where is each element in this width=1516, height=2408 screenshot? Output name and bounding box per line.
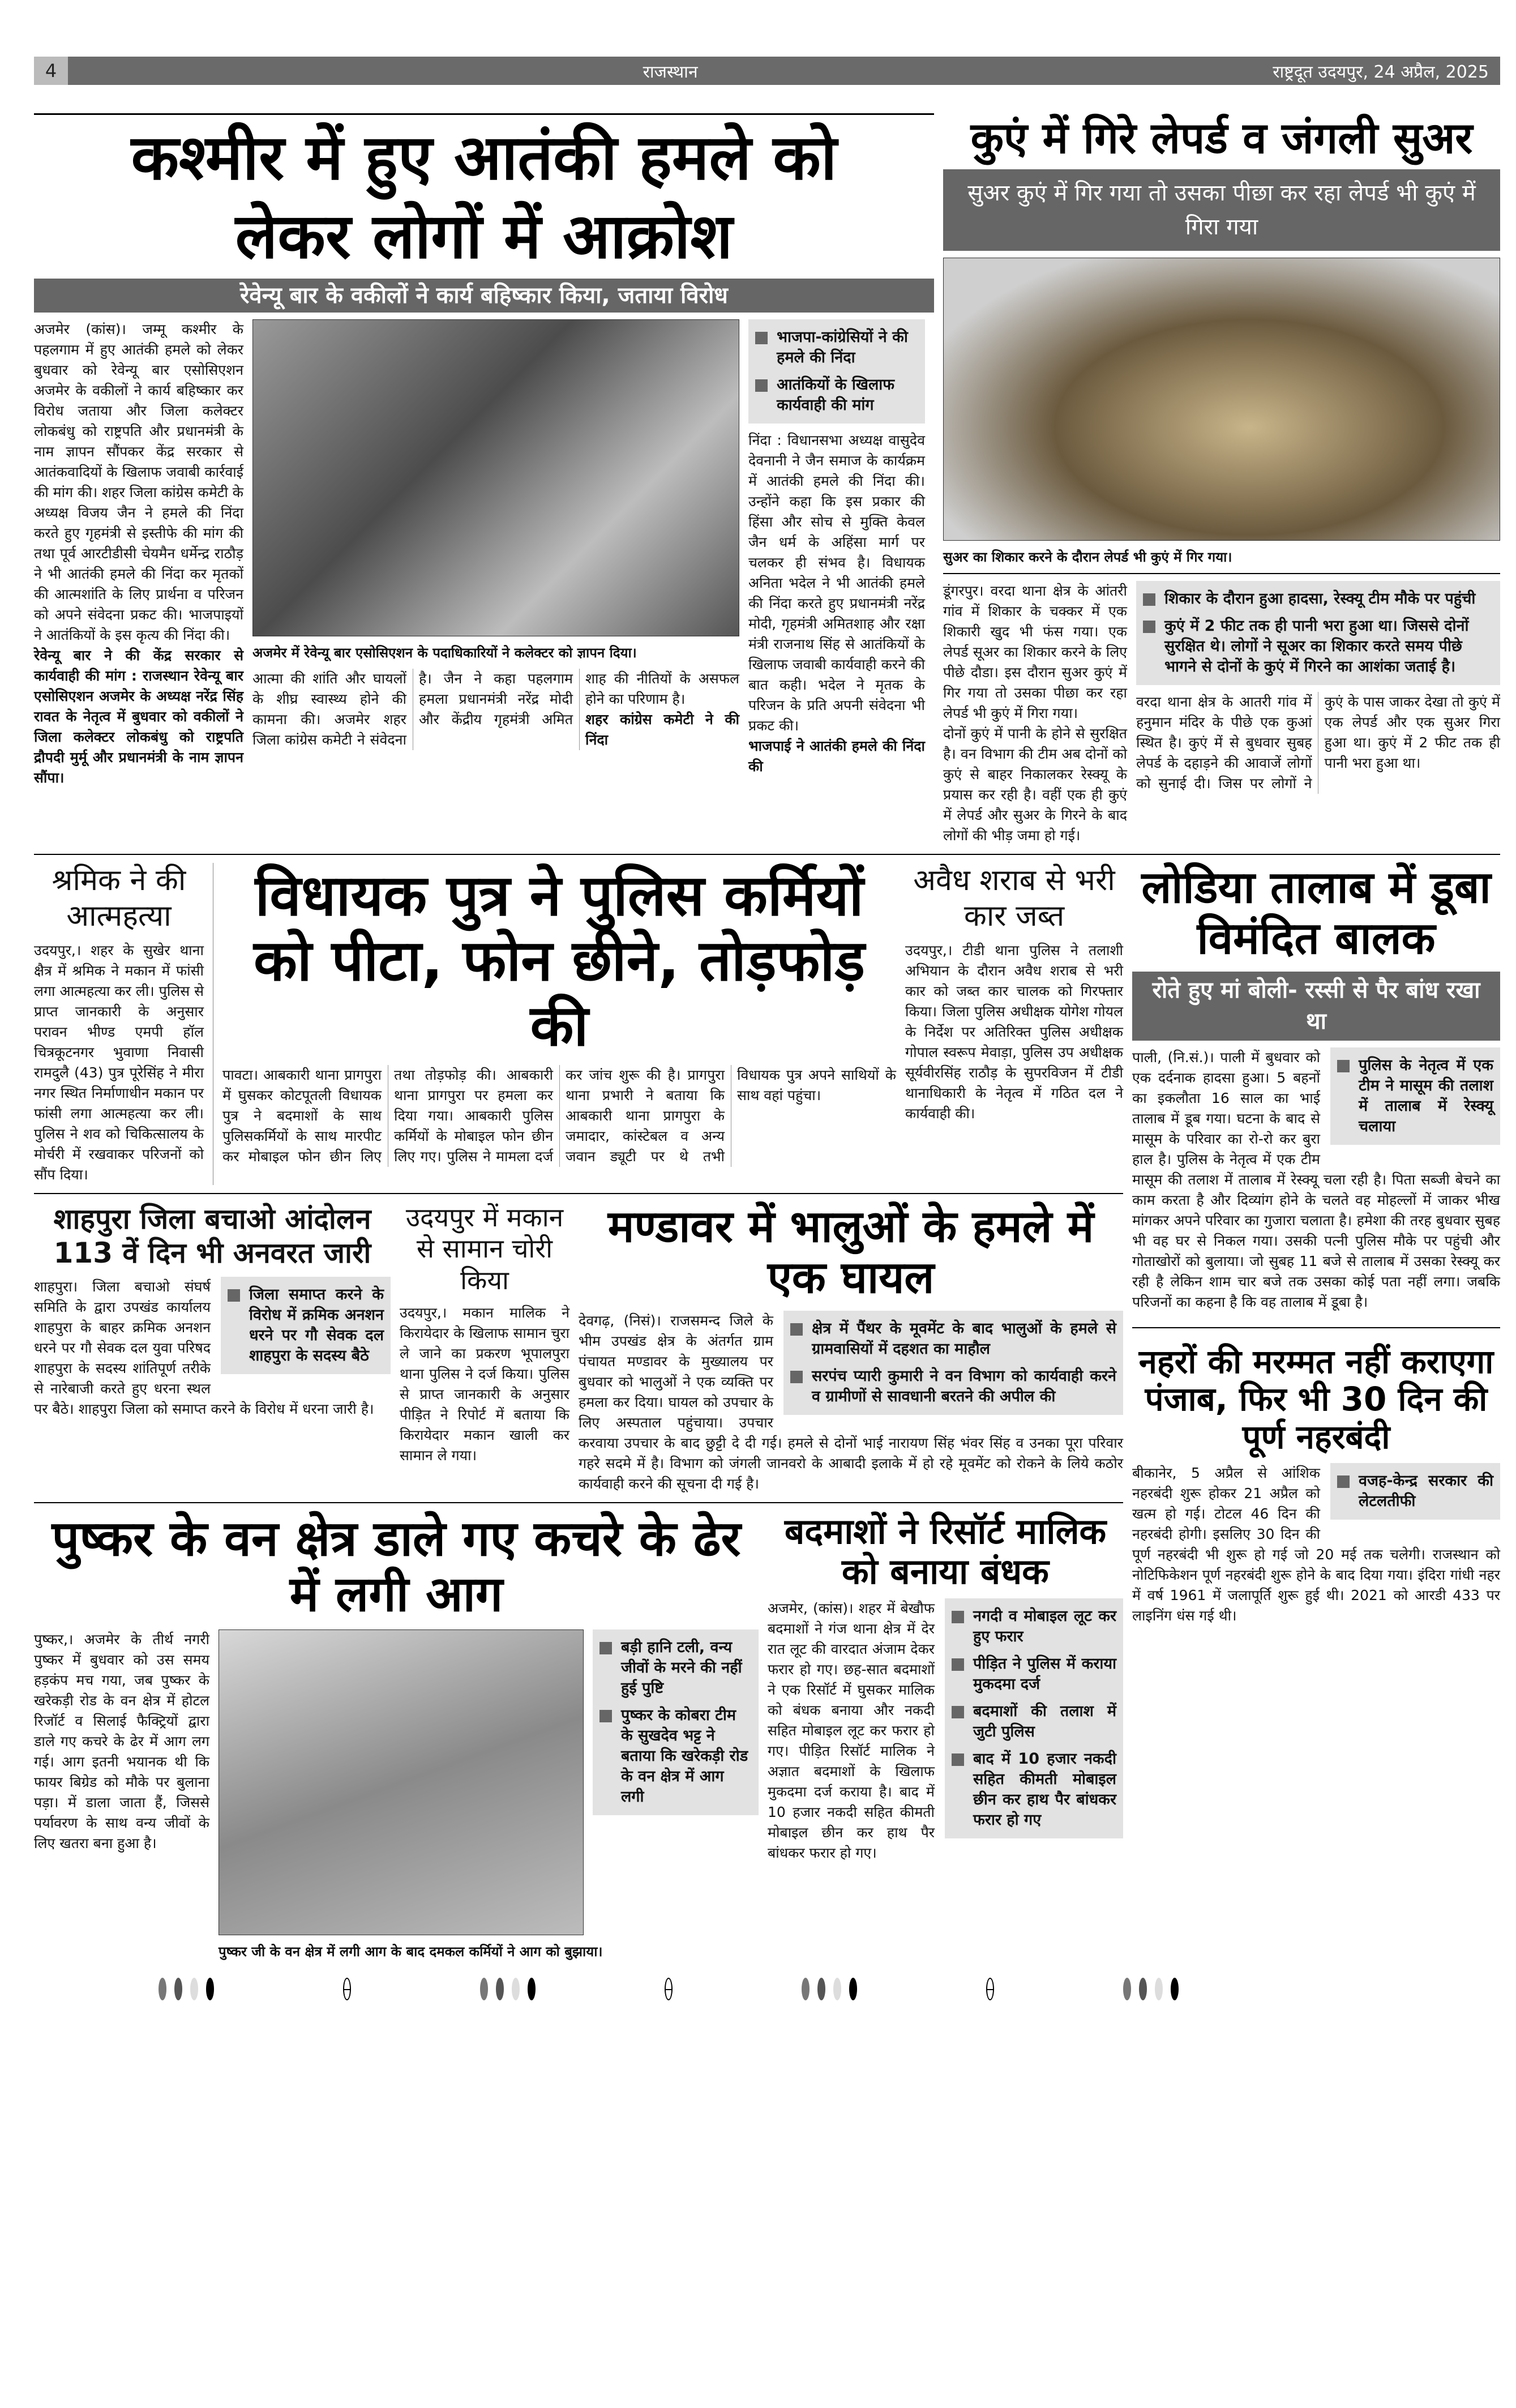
- liquor-article: [905, 863, 1123, 1124]
- bears-highlights: क्षेत्र में पैंथर के मूवमेंट के बाद भालुओं के हमले से ग्रामवासियों में दहशत का माहौल सरपंच प्यारी कुमारी ने वन विभाग को कार्यवाही करने व ग्रामीणों से सावधानी बरतने की अपील की: [783, 1311, 1123, 1415]
- shahpura-body: शाहपुरा। जिला बचाओ संघर्ष समिति के द्वारा उपखंड कार्यालय शाहपुरा के बाहर क्रमिक अनशन धरने पर गौ सेवक दल युवा परिषद शाहपुरा के सदस्य शांतिपूर्ण तरीके से नारेबाजी करते हुए धरना स्थल पर बैठे। शाहपुरा जिला को समाप्त करने के विरोध में धरना जारी है।: [34, 1278, 374, 1418]
- kashmir-body-bottom: आत्मा की शांति और घायलों के शीघ्र स्वास्थ्य होने की कामना की। अजमेर शहर जिला कांग्रेस कमेटी ने संवेदना है। जैन ने कहा पहलगाम हमला प्रधानमंत्री नरेंद्र मोदी और केंद्रीय गृहमंत्री अमित शाह की नीतियों के असफल होने का परिणाम है। शहर कांग्रेस कमेटी ने की निंदा: [252, 670, 739, 748]
- kashmir-body-col1: अजमेर (कांस)। जम्मू कश्मीर के पहलगाम में हुए आतंकी हमले को लेकर बुधवार को रेवेन्यू बार एसोसिएशन अजमेर के वकीलों ने कार्य बहिष्कार कर विरोध जताया और जिला कलेक्टर लोकबंधु को राष्ट्रपति और प्रधानमंत्री के नाम ज्ञापन सौंपकर केंद्र सरकार से आतंकवादियों के खिलाफ जवाबी कार्रवाई की मांग की। शहर जिला कांग्रेस कमेटी के अध्यक्ष विजय जैन ने हमले की निंदा करते हुए गृहमंत्री से इस्तीफे की मांग की तथा पूर्व आरटीडीसी चेयमैन धर्मेन्द्र राठौड़ ने भी आतंकी हमले की निंदा कर मृतकों की आत्मशांति के लिए प्रार्थना व परिजन को अपने संवेदना प्रकट की। भाजपाइयों ने आतंकियों के इस कृत्य की निंदा की। रेवेन्यू बार ने की केंद्र सरकार से कार्यवाही की मांग : राजस्थान रेवेन्यू बार एसोसिएशन अजमेर के अध्यक्ष नरेंद्र सिंह रावत के नेतृत्व में बुधवार को वकीलों ने जिला कलेक्टर लोकबंधु को राष्ट्रपति द्रौपदी मुर्मू और प्रधानमंत्री के नाम ज्ञापन सौंपा।: [34, 321, 244, 786]
- leopard-body-bottom: वरदा थाना क्षेत्र के आतरी गांव में हनुमान मंदिर के पीछे एक कुआं स्थित है। कुएं में से बुधवार सुबह लेपर्ड के दहाड़ने की आवाजें लोगों को सुनाई दी। जिस पर लोगों ने कुएं के पास जाकर देखा तो कुएं में एक लेपर्ड और एक सुअर गिरा हुआ था। कुएं में 2 फीट तक ही पानी भरा हुआ था।: [1136, 694, 1500, 792]
- leopard-subhead: सुअर कुएं में गिर गया तो उसका पीछा कर रहा लेपर्ड भी कुएं में गिरा गया: [943, 169, 1500, 251]
- canals-highlights: वजह-केन्द्र सरकार की लेटलतीफी: [1330, 1463, 1500, 1520]
- canals-headline: नहरों की मरम्मत नहीं कराएगा पंजाब, फिर भी 30 दिन की पूर्ण नहरबंदी: [1138, 1342, 1494, 1457]
- leopard-body-col1: डूंगरपुर। वरदा थाना क्षेत्र के आंतरी गांव में शिकार के चक्कर में एक शिकारी खुद भी फंस गया। एक लेपर्ड सूअर का शिकार करने के लिए पीछे दौडा। इस दौरान सुअर कुएं में गिर गया तो उसका पीछा कर रहा लेपर्ड भी कुएं में गिरा गया। दोनों कुएं में पानी के होने से सुरक्षित है। वन विभाग की टीम अब दोनों को कुएं से बाहर निकालकर रेस्क्यू के प्रयास कर रही है। वहीं एक ही कुएं में लेपर्ड और सुअर के गिरने के बाद लोगों की भीड़ जमा हो गई।: [943, 583, 1127, 844]
- pushkar-headline: पुष्कर के वन क्षेत्र डाले गए कचरे के ढेर में लगी आग: [52, 1510, 741, 1623]
- shahpura-body-wrap: [34, 1277, 391, 1419]
- mla-son-body: पावटा। आबकारी थाना प्रागपुरा में घुसकर कोटपूतली विधायक पुत्र ने बदमाशों के साथ पुलिसकर्मियों के साथ मारपीट कर मोबाइल फोन छीन लिए तथा तोड़फोड़ की। आबकारी थाना प्रागपुरा पर हमला कर दिया गया। आबकारी पुलिस कर्मियों के मोबाइल फोन छीन लिए गए। पुलिस ने मामला दर्ज कर जांच शुरू की है। प्रागपुरा थाना प्रभारी ने बताया कि आबकारी थाना प्रागपुरा के जमादार, कांस्टेबल व अन्य जवान ड्यूटी पर थे तभी विधायक पुत्र अपने साथियों के साथ वहां पहुंचा।: [222, 1067, 896, 1165]
- protest-photo: [252, 319, 739, 636]
- labourer-headline: श्रमिक ने की आत्महत्या: [52, 863, 186, 933]
- bears-body-wrap: [579, 1311, 1123, 1494]
- kashmir-center: [252, 319, 739, 750]
- divider: [34, 1193, 1123, 1194]
- page-number: 4: [34, 57, 68, 85]
- kashmir-highlights: भाजपा-कांग्रेसियों ने की हमले की निंदा आतंकियों के खिलाफ कार्यवाही की मांग: [748, 319, 925, 424]
- section-name: राजस्थान: [643, 62, 698, 82]
- labourer-body: उदयपुर,। शहर के सुखेर थाना क्षैत्र में श्रमिक ने मकान में फांसी लगा आत्महत्या कर ली। पुलिस से प्राप्त जानकारी के अनुसार परावन भीण्ड एमपी हॉल चित्रकूटनगर भुवाणा निवासी रामदुलै (43) पुत्र पूरेसिंह ने मीरा नगर स्थित निर्माणाधीन मकान पर फांसी लगा आत्महत्या कर ली। पुलिस ने शव को चिकित्सालय के मोर्चरी में रखवाकर परिजनों को सौंप दिया।: [34, 942, 204, 1183]
- resort-article: [768, 1511, 1123, 1864]
- fire-photo: [219, 1629, 584, 1935]
- divider: [34, 854, 1500, 855]
- leopard-photo: [943, 258, 1500, 541]
- lodiya-body-wrap: [1132, 1047, 1500, 1312]
- lower-section: [34, 863, 1500, 1961]
- color-registration-marks: [159, 1978, 1500, 2000]
- divider: [1132, 1327, 1500, 1328]
- pushkar-article: [34, 1511, 759, 1961]
- mla-son-article: [222, 863, 896, 1167]
- resort-highlights: नगदी व मोबाइल लूट कर हुए फरार पीड़ित ने पुलिस में कराया मुकदमा दर्ज बदमाशों की तलाश में जुटी पुलिस बाद में 10 हजार नकदी सहित कीमती मोबाइल छीन कर हाथ पैर बांधकर फरार हो गए: [945, 1598, 1123, 1838]
- shahpura-highlights: जिला समाप्त करने के विरोध में क्रमिक अनशन धरने पर गौ सेवक दल शाहपुरा के सदस्य बैठे: [221, 1277, 391, 1374]
- shahpura-headline: शाहपुरा जिला बचाओ आंदोलन 113 वें दिन भी अनवरत जारी: [53, 1203, 371, 1270]
- lodiya-highlights: पुलिस के नेतृत्व में एक टीम ने मासूम की तलाश में तालाब में रेस्क्यू चलाया: [1330, 1047, 1500, 1145]
- lodiya-subhead: रोते हुए मां बोली- रस्सी से पैर बांध रखा था: [1132, 972, 1500, 1041]
- kashmir-right: [748, 319, 925, 777]
- canals-body: बीकानेर, 5 अप्रैल से आंशिक नहरबंदी शुरू होकर 21 अप्रैल को खत्म हो गई। टोटल 46 दिन की नहरबंदी होगी। इसलिए 30 दिन की पूर्ण नहरबंदी भी शुरू हो गई जो 20 मई तक चलेगी। राजस्थान को नोटिफिकेशन पूर्ण नहरबंदी शुरू होने के बाद दिया गया। इंदिरा गांधी नहर में वर्ष 1961 में जलापूर्ति शुरू हुई थी। 2021 को आरडी 433 पर लाइनिंग धंस गई थी।: [1132, 1464, 1500, 1624]
- pushkar-body: पुष्कर,। अजमेर के तीर्थ नगरी पुष्कर में बुधवार को उस समय हड़कंप मच गया, जब पुष्कर के खरेकड़ी रोड के वन क्षेत्र में होटल रिजॉर्ट व सिलाई फैक्ट्रियों द्वारा डाले गए कचरे के ढेर में आग लग गई। आग इतनी भयानक थी कि फायर बिग्रेड को मौके पर बुलाना पड़ा। में डाला जाता हैं, जिससे पर्यावरण के साथ वन्य जीवों के लिए खतरा बना हुआ है।: [34, 1631, 209, 1852]
- liquor-headline: अवैध शराब से भरी कार जब्त: [913, 863, 1115, 933]
- lodiya-body: पाली, (नि.सं.)। पाली में बुधवार को एक दर्दनाक हादसा हुआ। 5 बहनों का इकलौता 16 साल का भाई तालाब में डूब गया। घटना के बाद से मासूम के परिवार का रो-रो कर बुरा हाल है। पुलिस के नेतृत्व में एक टीम मासूम की तलाश में तालाब में रेस्क्यू चला रही है। पिता सब्जी बेचने का काम करता है और दिव्यांग होने के चलते वह मोहल्लों में जाकर भीख मांगकर अपने परिवार का गुजारा चलाता है। हमेशा की तरह बुधवार सुबह भी वह घर से निकल गया। उसकी पत्नी पुलिस मौके पर पहुंची और गोताखोरों को बुलाया। जो सुबह 11 बजे से तालाब में उसका रेस्क्यू कर रही है लेकिन शाम चार बजे तक उसका कोई पता नहीं लगा। जबकि परिजनों का कहना है कि वह तालाब में डूबा है।: [1132, 1049, 1500, 1310]
- page-header-bar: [34, 57, 1500, 85]
- kashmir-photo-caption: अजमेर में रेवेन्यू बार एसोसिएशन के पदाधिकारियों ने कलेक्टर को ज्ञापन दिया।: [252, 645, 637, 661]
- left-block: [34, 863, 1123, 1961]
- kashmir-headline-1: कश्मीर में हुए आतंकी हमले को: [131, 121, 837, 194]
- bears-body: देवगढ़, (निसं)। राजसमन्द जिले के भीम उपखंड क्षेत्र के अंतर्गत ग्राम पंचायत मण्डावर के मुख्यालय पर बुधवार को भालुओं ने एक व्यक्ति पर हमला कर दिया। घायल को उपचार के लिए अस्पताल पहुंचाया। उपचार करवाया उपचार के बाद छुट्टी दे दी गई। हमले से दोनों भाई नारायण सिंह भंवर सिंह व उनका पूरा परिवार गहरे सदमे में है। विभाग को जंगली जानवरो के आबादी इलाके में हो रहे मूवमेंट को रोकने के लिये कठोर कार्यवाही करने की सूचना दी गई है।: [579, 1312, 1123, 1492]
- liquor-body: उदयपुर,। टीडी थाना पुलिस ने तलाशी अभियान के दौरान अवैध शराब से भरी कार को जब्त कार चालक को गिरफ्तार किया। जिला पुलिस अधीक्षक योगेश गोयल के निर्देश पर अतिरिक्त पुलिस अधीक्षक गोपाल स्वरूप मेवाड़ा, पुलिस उप अधीक्षक सूर्यवीरसिंह राठौड़ के सुपरविजन में टीडी थानाधिकारी के नेतृत्व में गठित दल ने कार्यवाही की।: [905, 942, 1123, 1122]
- kashmir-article: [34, 113, 934, 788]
- right-block: [1132, 863, 1500, 1626]
- theft-body: उदयपुर,। मकान मालिक ने किरायेदार के खिलाफ सामान चुरा ले जाने का प्रकरण भूपालपुरा थाना पुलिस ने दर्ज किया। पुलिस से प्राप्त जानकारी के अनुसार पीड़ित ने रिपोर्ट में बताया कि किरायेदार मकान खाली कर सामान ले गया।: [400, 1304, 569, 1464]
- kashmir-body-right: निंदा : विधानसभा अध्यक्ष वासुदेव देवनानी ने जैन समाज के कार्यक्रम में आतंकी हमले की निंदा की। उन्होंने कहा कि इस प्रकार की हिंसा और सोच से मुक्ति केवल जैन धर्म के अहिंसा मार्ग पर चलकर ही संभव है। विधायक अनिता भदेल ने भी आतंकी हमले की निंदा करते हुए प्रधानमंत्री नरेंद्र मोदी, गृहमंत्री अमितशाह और रक्षा मंत्री राजनाथ सिंह से आतंकियों के खिलाफ जवाबी कार्यवाही करने की बात कही। भदेल ने मृतक के परिजन के प्रति अपनी संवेदना भी प्रकट की। भाजपाई ने आतंकी हमले की निंदा की: [748, 432, 925, 775]
- leopard-photo-caption: सुअर का शिकार करने के दौरान लेपर्ड भी कुएं में गिर गया।: [943, 549, 1232, 566]
- bears-article: [579, 1202, 1123, 1494]
- masthead-date: राष्ट्रदूत उदयपुर, 24 अप्रैल, 2025: [1273, 62, 1489, 82]
- resort-body: अजमेर, (कांस)। शहर में बेखौफ बदमाशों ने गंज थाना क्षेत्र में देर रात लूट की वारदात अंजाम देकर फरार हो गए। छह-सात बदमाशों ने एक रिसॉर्ट में घुसकर मालिक को बंधक बनाया और नकदी सहित मोबाइल लूट कर फरार हो गए। पीड़ित रिसॉर्ट मालिक ने अज्ञात बदमाशों के खिलाफ मुकदमा दर्ज कराया है। बाद में 10 हजार नकदी सहित कीमती मोबाइल छीन कर हाथ पैर बांधकर फरार हो गए।: [768, 1600, 935, 1862]
- leopard-headline: कुएं में गिरे लेपर्ड व जंगली सुअर: [970, 113, 1473, 163]
- resort-headline: बदमाशों ने रिसॉर्ट मालिक को बनाया बंधक: [784, 1510, 1107, 1592]
- pushkar-photo-caption: पुष्कर जी के वन क्षेत्र में लगी आग के बाद दमकल कर्मियों ने आग को बुझाया।: [219, 1944, 603, 1960]
- leopard-article: [943, 113, 1500, 846]
- leopard-highlights: शिकार के दौरान हुआ हादसा, रेस्क्यू टीम मौके पर पहुंची कुएं में 2 फीट तक ही पानी भरा हुआ था। जिससे दोनों सुरक्षित थे। लोगों ने सूअर का शिकार करते समय पीछे भागने से दोनों के कुएं में गिरने का आशंका जताई है।: [1136, 581, 1500, 685]
- kashmir-subhead: रेवेन्यू बार के वकीलों ने कार्य बहिष्कार किया, जताया विरोध: [34, 279, 934, 313]
- bears-headline: मण्डावर में भालुओं के हमले में एक घायल: [607, 1201, 1094, 1303]
- theft-headline: उदयपुर में मकान से सामान चोरी किया: [405, 1202, 564, 1295]
- registration-target-icon: [343, 1978, 351, 2000]
- divider: [34, 1502, 1123, 1503]
- pushkar-highlights: बड़ी हानि टली, वन्य जीवों के मरने की नहीं हुई पुष्टि पुष्कर के कोबरा टीम के सुखदेव भट्ट ने बताया कि खरेकड़ी रोड के वन क्षेत्र में आग लगी: [593, 1629, 759, 1815]
- labourer-article: [34, 863, 204, 1185]
- lodiya-headline: लोडिया तालाब में डूबा विमंदित बालक: [1141, 862, 1491, 965]
- kashmir-headline-2: लेकर लोगों में आक्रोश: [235, 199, 733, 272]
- theft-article: [400, 1202, 569, 1466]
- row-top: [34, 113, 1500, 846]
- registration-target-icon: [665, 1978, 673, 2000]
- divider: [34, 113, 934, 115]
- divider: [943, 573, 1500, 574]
- mla-son-headline: विधायक पुत्र ने पुलिस कर्मियों को पीटा, फोन छीने, तोड़फोड़ की: [254, 862, 865, 1059]
- shahpura-article: [34, 1202, 391, 1419]
- registration-target-icon: [986, 1978, 994, 2000]
- resort-body-wrap: [768, 1598, 1123, 1863]
- canals-body-wrap: [1132, 1463, 1500, 1626]
